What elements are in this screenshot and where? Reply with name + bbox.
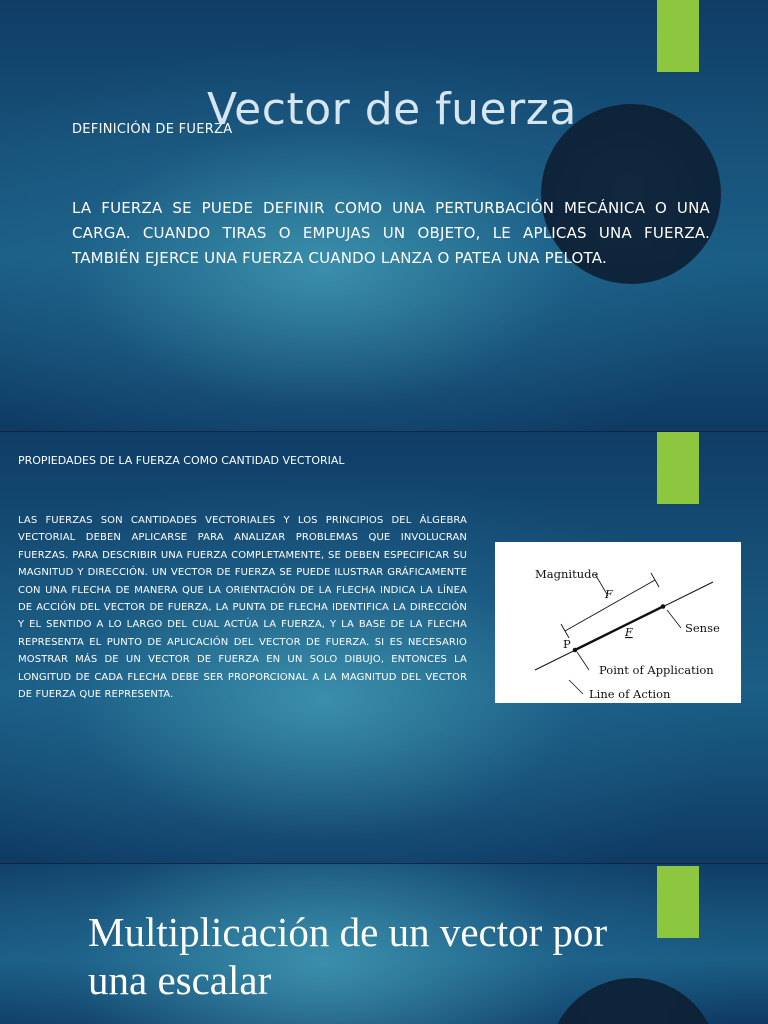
slide-propiedades xyxy=(0,432,768,864)
slide-title: Vector de fuerza xyxy=(207,84,577,135)
definition-subtitle: DEFINICIÓN DE FUERZA xyxy=(72,122,233,137)
accent-bar xyxy=(657,0,699,72)
slide-vector-de-fuerza xyxy=(0,0,768,432)
sense-leader xyxy=(667,610,681,628)
definition-paragraph: LA FUERZA SE PUEDE DEFINIR COMO UNA PERTURBACIÓN MECÁNICA O UNA CARGA. CUANDO TIRAS O EMPUJAS UN OBJETO, LE APLICAS UNA FUERZA. TAMBIÉN EJERCE UNA FUERZA CUANDO LANZA O PATEA UNA PELOTA. xyxy=(72,199,710,267)
magnitude-tick-end xyxy=(651,573,659,587)
force-vector-arrow xyxy=(575,607,663,651)
sense-label: Sense xyxy=(685,621,720,635)
accent-bar xyxy=(657,432,699,504)
arrow-head-dot xyxy=(661,604,666,609)
point-p-label: P xyxy=(563,637,571,651)
force-vector-diagram xyxy=(495,542,741,703)
line-of-action-leader xyxy=(569,680,583,694)
magnitude-label: Magnitude xyxy=(535,567,599,581)
point-of-application-leader xyxy=(577,652,589,670)
magnitude-tick-start xyxy=(561,624,569,638)
f-upper-label: F xyxy=(605,588,613,601)
f-lower-label: F xyxy=(625,626,633,639)
line-of-action-label: Line of Action xyxy=(589,687,671,701)
slide-multiplicacion xyxy=(0,864,768,1024)
properties-paragraph: LAS FUERZAS SON CANTIDADES VECTORIALES Y LOS PRINCIPIOS DEL ÁLGEBRA VECTORIAL DEBEN APLICARSE PARA ANALIZAR PROBLEMAS QUE INVOLUCRAN FUERZAS. PARA DESCRIBIR UNA FUERZA COMPLETAMENTE, SE DEBEN ESPECIFICAR SU MAGNITUD Y DIRECCIÓN. UN VECTOR DE FUERZA SE PUEDE ILUSTRAR GRÁFICAMENTE CON UNA FLECHA DE MANERA QUE LA ORIENTACIÓN DE LA FLECHA INDICA LA LÍNEA DE ACCIÓN DEL VECTOR DE FUERZA, LA PUNTA DE FLECHA IDENTIFICA LA DIRECCIÓN Y EL SENTIDO A LO LARGO DEL CUAL ACTÚA LA FUERZA, Y LA BASE DE LA FLECHA REPRESENTA EL PUNTO DE APLICACIÓN DEL VECTOR DE FUERZA. SI ES NECESARIO MOSTRAR MÁS DE UN VECTOR DE FUERZA EN UN SOLO DIBUJO, ENTONCES LA LONGITUD DE CADA FLECHA DEBE SER PROPORCIONAL A LA MAGNITUD DEL VECTOR DE FUERZA QUE REPRESENTA. xyxy=(18,515,467,701)
point-of-application-label: Point of Application xyxy=(599,663,714,677)
slide-title: Multiplicación de un vector por una escalar xyxy=(88,909,608,1003)
point-of-application-dot xyxy=(573,648,578,653)
properties-heading: PROPIEDADES DE LA FUERZA COMO CANTIDAD VECTORIAL xyxy=(18,454,345,467)
accent-bar xyxy=(657,866,699,938)
force-vector-figure xyxy=(495,542,741,703)
